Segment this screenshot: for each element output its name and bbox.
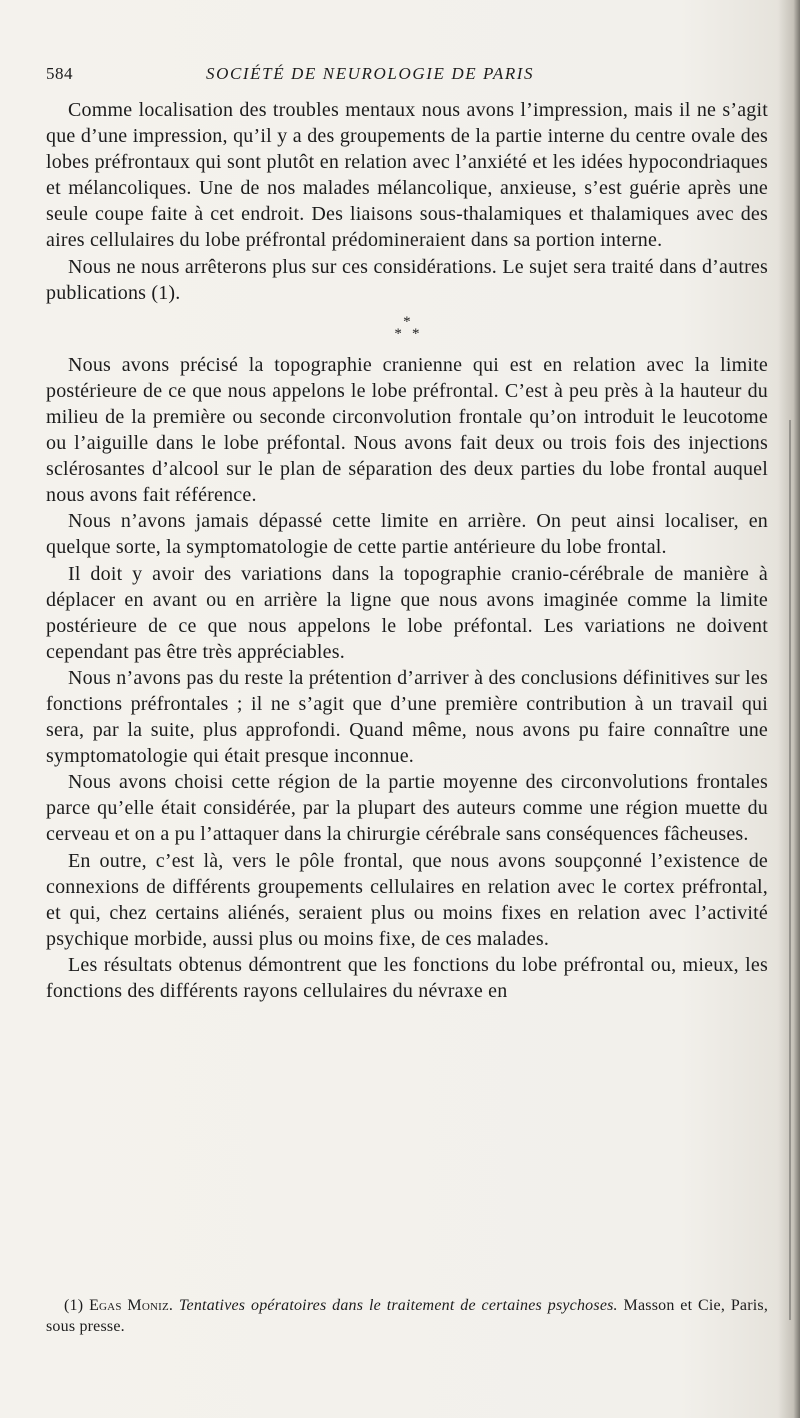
footnote-author: Egas Moniz. (89, 1297, 174, 1314)
paragraph-6: Nous n’avons pas du reste la prétention d’arriver à des conclusions définitives sur les fonctions préfrontales ; il ne s’agit que d’une première contribution à un travail qui sera, par la suite, plus approfondi. Quand même, nous avons pu faire connaître une symptomatologie qui était presque inconnue. (46, 666, 768, 768)
body-text (46, 97, 768, 1004)
footnote-publisher: Masson et Cie, Paris, sous presse. (46, 1297, 769, 1335)
paragraph-7: Nous avons choisi cette région de la partie moyenne des circonvolutions frontales parce qu’elle était considérée, par la plupart des auteurs comme une région muette du cerveau et on a pu l’attaquer dans la chirurgie cérébrale sans conséquences fâcheuses. (46, 771, 768, 846)
section-asterism (46, 313, 768, 342)
page-edge-line (789, 420, 791, 1320)
asterism-top: * (403, 313, 411, 330)
asterism-bottom: * * (394, 325, 420, 342)
page-number: 584 (46, 64, 73, 83)
running-title: SOCIÉTÉ DE NEUROLOGIE DE PARIS (206, 64, 535, 83)
paragraph-4: Nous n’avons jamais dépassé cette limite en arrière. On peut ainsi localiser, en quelque sorte, la symptomatologie de cette partie antérieure du lobe frontal. (46, 510, 768, 559)
paragraph-9: Les résultats obtenus démontrent que les fonctions du lobe préfrontal ou, mieux, les fonctions des différents rayons cellulaires du névraxe en (46, 953, 768, 1002)
paragraph-2: Nous ne nous arrêterons plus sur ces considérations. Le sujet sera traité dans d’autres publications (1). (46, 255, 768, 304)
paragraph-3: Nous avons précisé la topographie cranienne qui est en relation avec la limite postérieure de ce que nous appelons le lobe préfrontal. C’est à peu près à la hauteur du milieu de la première ou seconde circonvolution frontale qu’on introduit le leucotome ou l’aiguille dans le lobe préfontal. Nous avons fait deux ou trois fois des injections sclérosantes d’alcool sur le plan de séparation des deux parties du lobe frontal auquel nous avons fait référence. (46, 353, 768, 507)
paragraph-5: Il doit y avoir des variations dans la topographie cranio-cérébrale de manière à déplacer en avant ou en arrière la ligne que nous avons imaginée comme la limite postérieure de ce que nous appelons le lobe préfontal. Les variations ne doivent cependant pas être très appréciables. (46, 562, 768, 663)
footnote (46, 1295, 768, 1337)
footnote-title: Tentatives opératoires dans le traitement de certaines psychoses. (178, 1297, 618, 1314)
page-header (46, 64, 764, 88)
footnote-marker: (1) (64, 1297, 84, 1314)
paragraph-1: Comme localisation des troubles mentaux nous avons l’impression, mais il ne s’agit que d’une impression, qu’il y a des groupements de la partie interne du centre ovale des lobes préfrontaux qui sont plutôt en relation avec l’anxiété et les idées hypocondriaques et mélancoliques. Une de nos malades mélancolique, anxieuse, s’est guérie après une seule coupe faite à cet endroit. Des liaisons sous-thalamiques et thalamiques avec des aires cellulaires du lobe préfrontal prédomineraient dans sa portion interne. (46, 99, 768, 252)
paragraph-8: En outre, c’est là, vers le pôle frontal, que nous avons soupçonné l’existence de connexions de différents groupements cellulaires en relation avec le cortex préfrontal, et qui, chez certains aliénés, seraient plus ou moins fixes en relation avec l’activité psychique morbide, aussi plus ou moins fixe, de ces malades. (46, 849, 768, 950)
